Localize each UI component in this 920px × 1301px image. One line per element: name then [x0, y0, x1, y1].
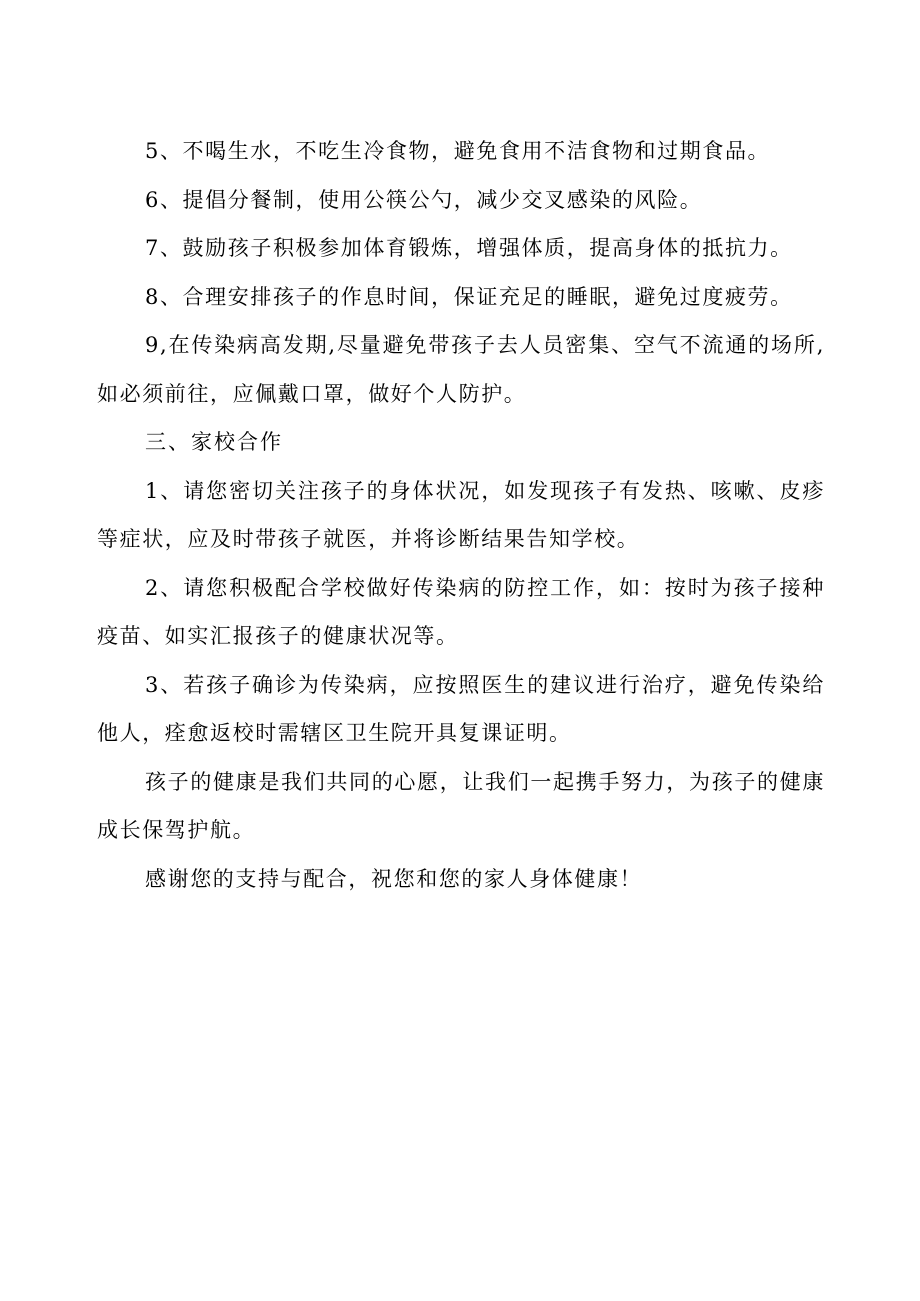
paragraph-item-6: 6、提倡分餐制，使用公筷公勺，减少交叉感染的风险。 [145, 187, 703, 212]
paragraph-item-5: 5、不喝生水，不吃生冷食物，避免食用不洁食物和过期食品。 [145, 139, 771, 163]
document-body [97, 127, 825, 903]
paragraph-cooperation-2: 2、请您积极配合学校做好传染病的防控工作，如：按时为孩子接种疫苗、如实汇报孩子的健康状况等。 [97, 575, 825, 648]
paragraph-item-9: 9,在传染病高发期,尽量避免带孩子去人员密集、空气不流通的场所,如必须前往，应佩戴口罩，做好个人防护。 [97, 333, 825, 406]
paragraph-cooperation-1: 1、请您密切关注孩子的身体状况，如发现孩子有发热、咳嗽、皮疹等症状，应及时带孩子就医，并将诊断结果告知学校。 [97, 478, 825, 551]
paragraph-item-8: 8、合理安排孩子的作息时间，保证充足的睡眠，避免过度疲劳。 [145, 284, 793, 309]
paragraph-thanks: 感谢您的支持与配合，祝您和您的家人身体健康！ [145, 866, 643, 891]
paragraph-item-7: 7、鼓励孩子积极参加体育锻炼，增强体质，提高身体的抵抗力。 [145, 236, 793, 260]
paragraph-cooperation-3: 3、若孩子确诊为传染病，应按照医生的建议进行治疗，避免传染给他人，痊愈返校时需辖区卫生院开具复课证明。 [97, 672, 825, 745]
paragraph-closing: 孩子的健康是我们共同的心愿，让我们一起携手努力，为孩子的健康成长保驾护航。 [97, 769, 825, 842]
section-heading: 三、家校合作 [145, 430, 283, 454]
